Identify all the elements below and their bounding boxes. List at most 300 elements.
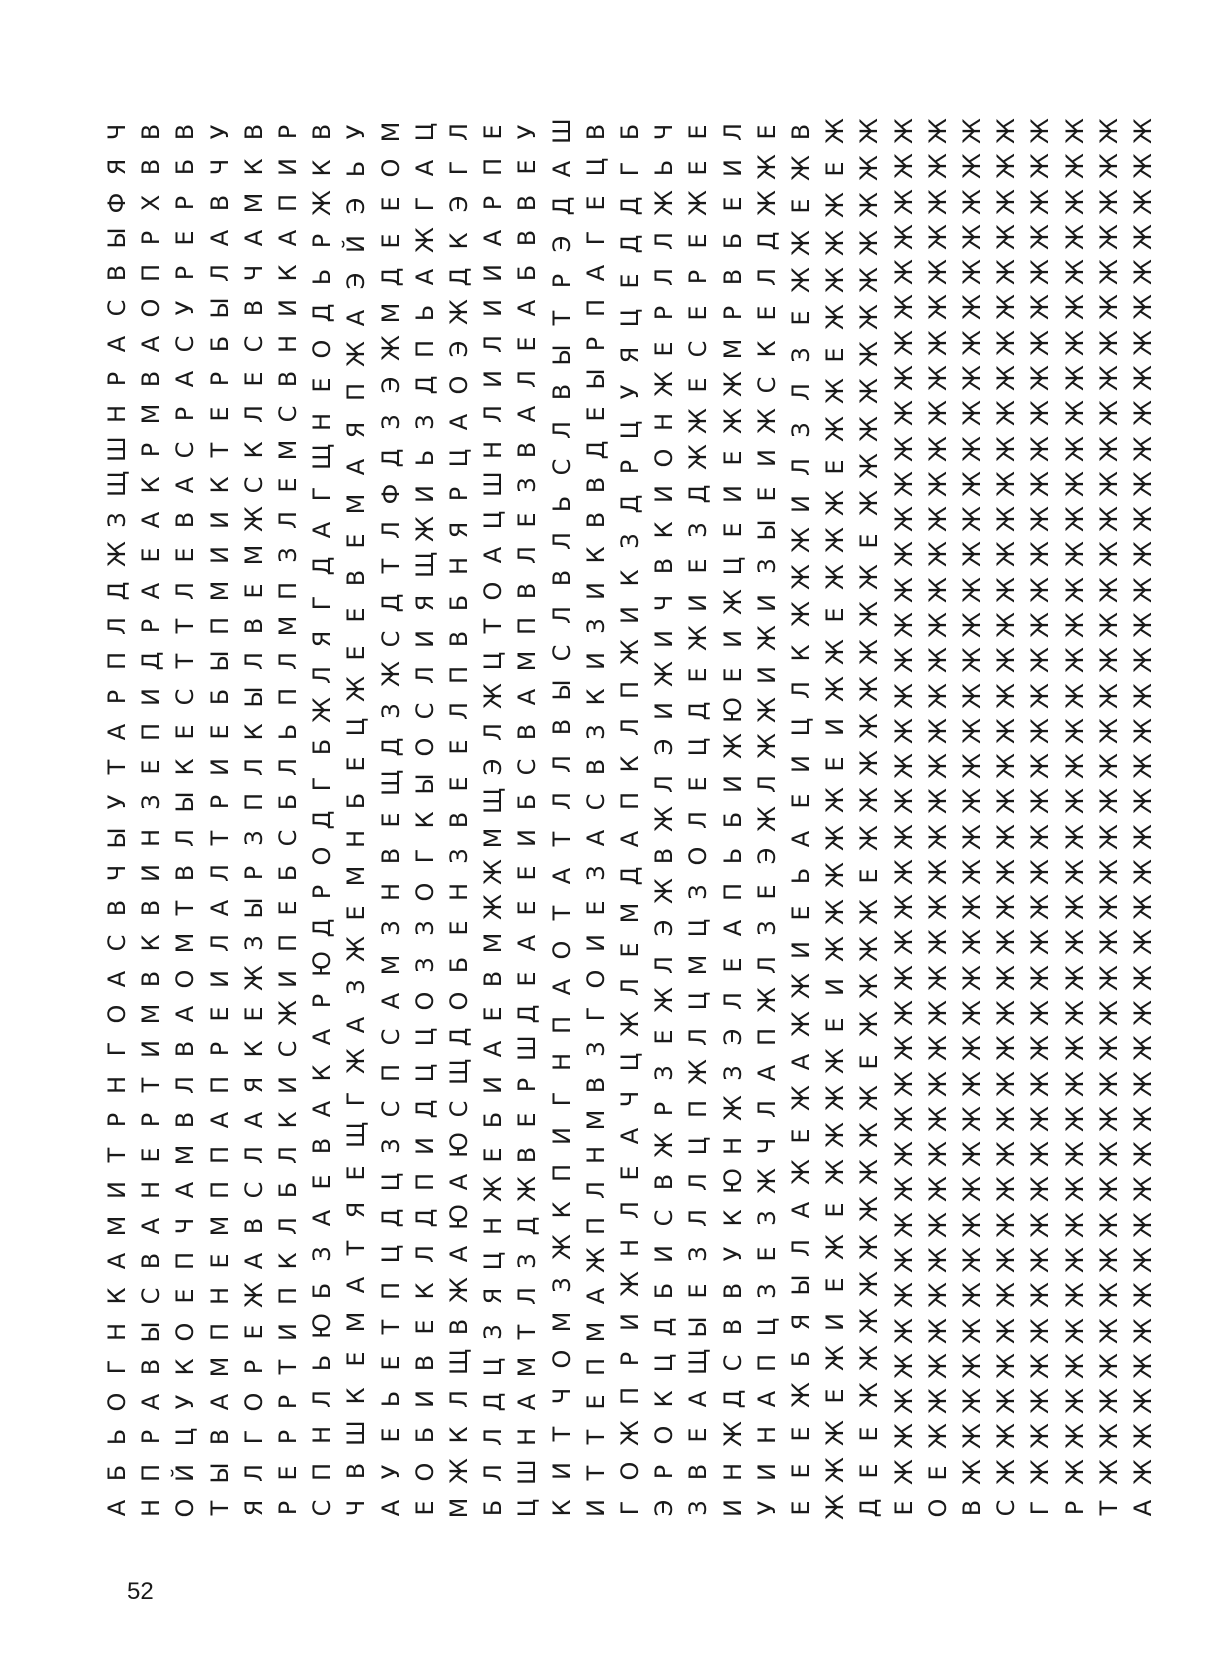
letter-cell: П xyxy=(137,1463,166,1482)
letter-cell: Ц xyxy=(684,1136,713,1156)
letter-cell: Ж xyxy=(1094,1388,1123,1415)
letter-column xyxy=(579,120,613,1520)
letter-cell: З xyxy=(752,920,781,937)
letter-cell: Ж xyxy=(957,788,986,815)
letter-cell: Ж xyxy=(684,443,713,470)
letter-cell: Ж xyxy=(957,1000,986,1027)
letter-cell: П xyxy=(479,158,508,177)
letter-cell: З xyxy=(445,848,474,864)
letter-cell: К xyxy=(137,476,166,494)
letter-cell: К xyxy=(274,1252,303,1270)
letter-cell: Г xyxy=(445,160,474,176)
letter-cell: К xyxy=(650,521,679,539)
letter-cell: Ж xyxy=(957,682,986,709)
letter-cell: Е xyxy=(923,1465,952,1481)
letter-cell: Ж xyxy=(581,1247,610,1273)
letter-cell: Ж xyxy=(923,1106,952,1132)
letter-cell: К xyxy=(718,1209,747,1227)
letter-cell: Е xyxy=(786,310,815,326)
letter-cell: Ж xyxy=(1094,1423,1123,1450)
letter-column xyxy=(134,120,168,1520)
letter-cell: Ж xyxy=(957,1458,986,1485)
letter-cell: Ж xyxy=(889,541,918,568)
letter-cell: В xyxy=(205,194,234,211)
letter-cell: П xyxy=(274,934,303,953)
letter-cell: Ж xyxy=(1026,1106,1055,1132)
letter-cell: А xyxy=(171,370,200,388)
letter-cell: С xyxy=(274,405,303,423)
letter-cell: Л xyxy=(171,828,200,847)
letter-cell: Ж xyxy=(992,1317,1021,1344)
letter-cell: Ь xyxy=(718,847,747,865)
letter-cell: Е xyxy=(342,607,371,624)
letter-cell: А xyxy=(513,1393,542,1411)
letter-cell: В xyxy=(718,1282,747,1299)
letter-column xyxy=(510,120,544,1520)
letter-cell: В xyxy=(650,847,679,865)
letter-cell: Н xyxy=(308,1426,337,1445)
letter-cell: Е xyxy=(786,198,815,214)
letter-cell: Ж xyxy=(718,371,747,398)
letter-cell: Д xyxy=(376,267,405,287)
letter-cell: Б xyxy=(274,794,303,811)
letter-cell: Е xyxy=(274,477,303,493)
letter-cell: Э xyxy=(445,340,474,358)
letter-cell: А xyxy=(103,970,132,987)
letter-cell: Е xyxy=(342,1165,371,1181)
letter-cell: Я xyxy=(308,630,337,648)
letter-cell: П xyxy=(615,792,644,811)
letter-cell: К xyxy=(445,1426,474,1444)
letter-cell: З xyxy=(718,1065,747,1081)
letter-cell: Ж xyxy=(889,188,918,215)
letter-cell: Ж xyxy=(650,661,679,688)
letter-cell: Ж xyxy=(821,118,850,144)
letter-cell: Л xyxy=(547,755,576,774)
letter-cell: О xyxy=(308,339,337,359)
letter-cell: К xyxy=(239,158,268,176)
letter-cell: И xyxy=(410,629,439,648)
letter-cell: И xyxy=(205,511,234,530)
letter-cell: О xyxy=(445,991,474,1011)
letter-cell: Ж xyxy=(1094,1035,1123,1062)
letter-cell: Л xyxy=(786,457,815,476)
letter-cell: О xyxy=(615,1461,644,1481)
letter-cell: Ж xyxy=(957,1141,986,1168)
letter-cell: С xyxy=(171,441,200,458)
letter-cell: Э xyxy=(547,235,576,252)
letter-cell: Ж xyxy=(889,1176,918,1203)
letter-cell: Ц xyxy=(479,510,508,530)
letter-cell: Д xyxy=(410,1208,439,1228)
letter-cell: К xyxy=(752,340,781,358)
letter-cell: Ц xyxy=(615,308,644,328)
letter-cell: И xyxy=(479,264,508,283)
letter-cell: З xyxy=(684,1500,713,1516)
letter-cell: Ж xyxy=(1128,1070,1157,1097)
letter-cell: Ж xyxy=(410,516,439,543)
letter-cell: Ж xyxy=(376,335,405,362)
letter-cell: Г xyxy=(103,1359,132,1375)
letter-cell: М xyxy=(274,439,303,460)
letter-cell: В xyxy=(684,1463,713,1480)
letter-cell: Е xyxy=(376,196,405,212)
letter-cell: Л xyxy=(615,978,644,997)
letter-column xyxy=(955,120,989,1520)
letter-cell: Ж xyxy=(1094,1106,1123,1132)
letter-cell: Ж xyxy=(1060,470,1089,497)
letter-grid xyxy=(100,120,1160,1520)
letter-cell: Б xyxy=(308,1282,337,1299)
letter-cell: З xyxy=(342,979,371,996)
letter-cell: Ж xyxy=(1026,1141,1055,1168)
letter-cell: Е xyxy=(205,724,234,740)
letter-cell: Ж xyxy=(1094,435,1123,462)
letter-cell: Ж xyxy=(821,527,850,554)
letter-cell: Ж xyxy=(1026,788,1055,815)
letter-cell: Ж xyxy=(786,266,815,293)
letter-cell: С xyxy=(239,1182,268,1199)
letter-cell: А xyxy=(513,300,542,317)
letter-cell: Е xyxy=(821,1202,850,1219)
letter-cell: Л xyxy=(274,758,303,777)
letter-cell: Л xyxy=(171,581,200,600)
letter-cell: Е xyxy=(684,558,713,575)
letter-cell: Б xyxy=(205,335,234,352)
letter-cell: К xyxy=(205,476,234,494)
page-number: 52 xyxy=(127,1578,154,1605)
letter-cell: Ч xyxy=(171,1217,200,1234)
letter-cell: Ж xyxy=(992,823,1021,850)
letter-cell: И xyxy=(410,485,439,504)
letter-cell: Ж xyxy=(1128,1176,1157,1203)
letter-cell: Р xyxy=(684,269,713,285)
letter-cell: Л xyxy=(308,666,337,685)
letter-cell: В xyxy=(513,441,542,458)
letter-cell: В xyxy=(137,970,166,987)
letter-cell: П xyxy=(205,1075,234,1094)
letter-cell: Ж xyxy=(1026,1423,1055,1450)
letter-cell: М xyxy=(103,1215,132,1237)
letter-cell: Ж xyxy=(923,1282,952,1309)
letter-cell: К xyxy=(615,755,644,773)
letter-cell: Д xyxy=(308,810,337,830)
letter-cell: Ж xyxy=(957,929,986,956)
letter-cell: З xyxy=(581,1041,610,1058)
letter-cell: Ж xyxy=(923,1141,952,1168)
letter-cell: Ж xyxy=(1060,400,1089,427)
letter-cell: Ь xyxy=(308,268,337,286)
letter-cell: Ж xyxy=(992,294,1021,321)
letter-cell: Н xyxy=(445,883,474,902)
letter-cell: Ж xyxy=(855,638,884,665)
letter-cell: Ж xyxy=(957,1317,986,1344)
letter-cell: Ж xyxy=(1094,894,1123,921)
letter-cell: Ж xyxy=(855,1159,884,1186)
letter-cell: Г xyxy=(547,1091,576,1107)
letter-cell: Ж xyxy=(992,576,1021,603)
letter-cell: В xyxy=(137,1252,166,1270)
letter-cell: Е xyxy=(479,124,508,140)
letter-cell: Ж xyxy=(957,1247,986,1273)
letter-cell: Ж xyxy=(1060,1106,1089,1132)
letter-cell: Т xyxy=(581,1430,610,1445)
letter-cell: Ж xyxy=(1026,294,1055,321)
letter-cell: Ж xyxy=(1060,859,1089,885)
letter-cell: М xyxy=(274,615,303,637)
letter-cell: Ы xyxy=(171,791,200,813)
letter-cell: С xyxy=(239,335,268,353)
letter-cell: Ж xyxy=(1128,1352,1157,1379)
letter-cell: А xyxy=(308,1028,337,1046)
letter-cell: У xyxy=(171,301,200,316)
letter-cell: Ж xyxy=(1026,400,1055,427)
letter-cell: А xyxy=(786,1202,815,1219)
letter-cell: Ж xyxy=(1060,1247,1089,1273)
letter-cell: Д xyxy=(376,738,405,757)
letter-cell: Ч xyxy=(205,159,234,176)
letter-cell: Ж xyxy=(1128,1106,1157,1132)
letter-cell: Ж xyxy=(650,1131,679,1158)
letter-cell: Л xyxy=(410,1245,439,1264)
letter-cell: А xyxy=(239,1111,268,1129)
letter-cell: Ц xyxy=(376,1244,405,1264)
letter-cell: П xyxy=(274,687,303,706)
letter-cell: Ж xyxy=(1026,541,1055,568)
letter-cell: Ж xyxy=(1060,329,1089,356)
letter-cell: Ч xyxy=(752,1137,781,1154)
letter-cell: Л xyxy=(752,774,781,793)
letter-cell: Т xyxy=(205,442,234,457)
letter-cell: З xyxy=(752,1282,781,1299)
letter-cell: Л xyxy=(274,652,303,671)
letter-cell: Р xyxy=(274,1500,303,1516)
letter-cell: Ж xyxy=(1060,1458,1089,1485)
letter-cell: А xyxy=(137,582,166,599)
letter-column xyxy=(271,120,305,1520)
letter-cell: Ж xyxy=(1128,1317,1157,1344)
letter-cell: Ж xyxy=(992,223,1021,250)
letter-column xyxy=(1092,120,1126,1520)
letter-cell: Ь xyxy=(410,304,439,322)
letter-cell: Ж xyxy=(1026,153,1055,180)
letter-cell: Ж xyxy=(889,365,918,391)
letter-cell: С xyxy=(274,1040,303,1058)
letter-cell: Н xyxy=(479,440,508,459)
letter-cell: В xyxy=(513,229,542,247)
letter-cell: Ж xyxy=(957,470,986,497)
letter-cell: Ж xyxy=(889,576,918,603)
letter-cell: А xyxy=(513,688,542,705)
letter-cell: Ж xyxy=(889,1035,918,1062)
letter-cell: Ж xyxy=(992,400,1021,427)
letter-cell: Ь xyxy=(103,1429,132,1446)
letter-cell: П xyxy=(718,883,747,902)
letter-cell: Ц xyxy=(445,448,474,468)
letter-cell: Ж xyxy=(889,1000,918,1027)
letter-cell: Л xyxy=(376,521,405,540)
letter-cell: Т xyxy=(171,653,200,669)
letter-cell: Ж xyxy=(479,859,508,885)
letter-cell: М xyxy=(376,954,405,976)
letter-cell: М xyxy=(615,902,644,924)
letter-cell: Ж xyxy=(1094,294,1123,321)
letter-cell: И xyxy=(786,755,815,774)
letter-cell: Ж xyxy=(786,229,815,256)
letter-cell: К xyxy=(239,441,268,459)
letter-cell: Ж xyxy=(992,1423,1021,1450)
letter-cell: П xyxy=(342,383,371,402)
letter-cell: Р xyxy=(650,305,679,321)
letter-cell: Ж xyxy=(1094,823,1123,850)
letter-cell: А xyxy=(479,547,508,564)
letter-cell: Ж xyxy=(684,190,713,217)
letter-cell: Ж xyxy=(1026,118,1055,144)
letter-cell: И xyxy=(205,546,234,565)
letter-cell: Р xyxy=(274,1394,303,1410)
letter-cell: З xyxy=(513,1253,542,1269)
letter-cell: Ы xyxy=(239,897,268,919)
letter-cell: Д xyxy=(615,866,644,886)
letter-cell: Х xyxy=(137,194,166,211)
letter-cell: Ж xyxy=(1060,823,1089,850)
letter-cell: Ж xyxy=(1060,1000,1089,1027)
letter-cell: Л xyxy=(752,955,781,974)
letter-cell: Ж xyxy=(821,675,850,702)
letter-cell: Ж xyxy=(684,407,713,434)
letter-cell: Ж xyxy=(1128,717,1157,744)
letter-cell: Ж xyxy=(855,713,884,739)
letter-cell: Ы xyxy=(547,344,576,366)
letter-cell: Ж xyxy=(923,400,952,427)
letter-cell: В xyxy=(650,558,679,575)
letter-cell: Е xyxy=(752,1246,781,1262)
letter-cell: Ж xyxy=(1060,1176,1089,1203)
letter-cell: Ь xyxy=(410,449,439,467)
letter-cell: В xyxy=(650,1173,679,1191)
letter-cell: А xyxy=(137,1217,166,1234)
letter-cell: Ж xyxy=(1060,1317,1089,1344)
letter-cell: Б xyxy=(479,1111,508,1129)
letter-cell: Ж xyxy=(1094,329,1123,356)
letter-cell: У xyxy=(171,1394,200,1410)
letter-cell: Э xyxy=(752,847,781,865)
letter-cell: Ы xyxy=(103,827,132,849)
letter-cell: Ж xyxy=(1128,365,1157,391)
letter-cell: А xyxy=(171,1005,200,1023)
letter-cell: Э xyxy=(718,1028,747,1046)
letter-cell: Ж xyxy=(889,612,918,638)
letter-cell: Ж xyxy=(889,329,918,356)
letter-cell: В xyxy=(239,1217,268,1234)
letter-cell: Ж xyxy=(992,1176,1021,1203)
letter-cell: З xyxy=(650,1065,679,1081)
letter-cell: Д xyxy=(376,448,405,468)
letter-cell: Е xyxy=(479,1147,508,1163)
letter-cell: Ж xyxy=(821,824,850,851)
letter-cell: Ж xyxy=(957,329,986,356)
letter-cell: Ч xyxy=(650,123,679,141)
letter-cell: З xyxy=(547,1277,576,1293)
letter-cell: Ж xyxy=(992,1211,1021,1238)
letter-cell: Е xyxy=(718,522,747,538)
letter-cell: В xyxy=(513,582,542,599)
letter-cell: Л xyxy=(650,231,679,250)
letter-cell: Е xyxy=(684,124,713,140)
letter-cell: Ц xyxy=(650,1353,679,1373)
letter-cell: Ж xyxy=(684,1059,713,1086)
letter-cell: П xyxy=(137,264,166,283)
letter-cell: Ж xyxy=(1060,435,1089,462)
letter-cell: Ф xyxy=(376,483,405,505)
letter-cell: К xyxy=(786,644,815,662)
letter-cell: И xyxy=(137,863,166,882)
letter-cell: Й xyxy=(171,1463,200,1482)
letter-cell: Н xyxy=(479,1216,508,1235)
letter-cell: Ю xyxy=(445,1204,474,1231)
letter-cell: Д xyxy=(445,1027,474,1047)
letter-cell: В xyxy=(957,1499,986,1517)
letter-cell: В xyxy=(479,970,508,987)
letter-cell: Е xyxy=(445,920,474,937)
letter-cell: Ж xyxy=(342,341,371,368)
letter-cell: К xyxy=(650,1390,679,1408)
letter-cell: С xyxy=(376,1101,405,1118)
letter-cell: Ж xyxy=(1128,823,1157,850)
letter-cell: К xyxy=(274,264,303,282)
letter-cell: Ж xyxy=(479,1176,508,1203)
letter-cell: П xyxy=(308,1462,337,1481)
letter-cell: Ж xyxy=(1128,647,1157,674)
letter-cell: Р xyxy=(1060,1500,1089,1516)
letter-cell: Ж xyxy=(992,964,1021,991)
letter-cell: П xyxy=(205,1322,234,1341)
letter-cell: Г xyxy=(615,1500,644,1516)
letter-cell: Е xyxy=(581,900,610,916)
letter-cell: Р xyxy=(547,273,576,288)
letter-cell: Д xyxy=(376,593,405,613)
letter-cell: И xyxy=(821,718,850,736)
letter-cell: Ж xyxy=(855,192,884,219)
letter-cell: Б xyxy=(342,793,371,810)
letter-cell: Е xyxy=(171,724,200,740)
letter-cell: Ж xyxy=(992,541,1021,568)
letter-cell: Р xyxy=(137,618,166,634)
letter-cell: Ж xyxy=(752,733,781,760)
letter-cell: Ж xyxy=(1026,859,1055,885)
letter-cell: Ы xyxy=(205,297,234,319)
letter-cell: Д xyxy=(752,231,781,250)
letter-cell: И xyxy=(752,1462,781,1481)
letter-cell: Е xyxy=(615,1165,644,1181)
letter-cell: Ж xyxy=(1094,259,1123,286)
letter-cell: Е xyxy=(479,1006,508,1022)
letter-cell: Т xyxy=(547,831,576,846)
letter-cell: К xyxy=(615,569,644,587)
letter-cell: Ж xyxy=(923,823,952,850)
letter-cell: Е xyxy=(718,450,747,466)
letter-cell: А xyxy=(684,1390,713,1408)
letter-cell: К xyxy=(308,159,337,177)
letter-cell: З xyxy=(376,703,405,719)
letter-cell: Ж xyxy=(1026,1352,1055,1379)
letter-cell: Е xyxy=(718,957,747,973)
letter-cell: С xyxy=(992,1499,1021,1517)
letter-column xyxy=(442,120,476,1520)
letter-cell: Л xyxy=(479,1463,508,1482)
letter-cell: О xyxy=(650,448,679,468)
letter-cell: Ж xyxy=(1060,894,1089,921)
